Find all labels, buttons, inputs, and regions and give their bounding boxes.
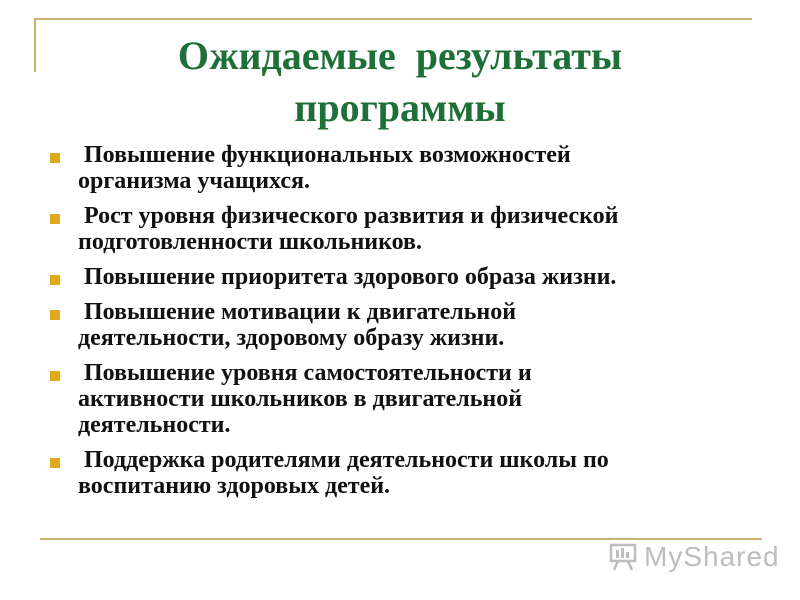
list-item: [48, 447, 768, 499]
slide-title: [0, 30, 800, 134]
square-bullet-icon: [50, 371, 60, 381]
square-bullet-icon: [50, 458, 60, 468]
list-item-text: Повышение мотивации к двигательной деятельности, здоровому образу жизни.: [78, 299, 517, 351]
list-item: [48, 203, 768, 255]
square-bullet-icon: [50, 214, 60, 224]
watermark-text: MyShared: [644, 541, 780, 572]
results-list: [48, 142, 768, 508]
list-item-text: Повышение уровня самостоятельности и активности школьников в двигательной деятельности.: [78, 360, 532, 438]
square-bullet-icon: [50, 310, 60, 320]
slide-title-line-1: Ожидаемые результаты: [177, 33, 623, 78]
list-item: [48, 142, 768, 194]
square-bullet-icon: [50, 153, 60, 163]
list-item-text: Повышение функциональных возможностей организма учащихся.: [78, 142, 571, 194]
slide-title-line-2: программы: [294, 85, 506, 130]
presentation-board-icon: [608, 542, 638, 572]
list-item-text: Повышение приоритета здорового образа жизни.: [78, 264, 617, 290]
list-item: [48, 360, 768, 438]
list-item-text: Поддержка родителями деятельности школы по воспитанию здоровых детей.: [78, 447, 609, 499]
list-item: [48, 264, 768, 290]
square-bullet-icon: [50, 275, 60, 285]
top-decor-rule: [34, 18, 752, 20]
list-item: [48, 299, 768, 351]
list-item-text: Рост уровня физического развития и физической подготовленности школьников.: [78, 203, 619, 255]
watermark-logo: [608, 540, 780, 574]
